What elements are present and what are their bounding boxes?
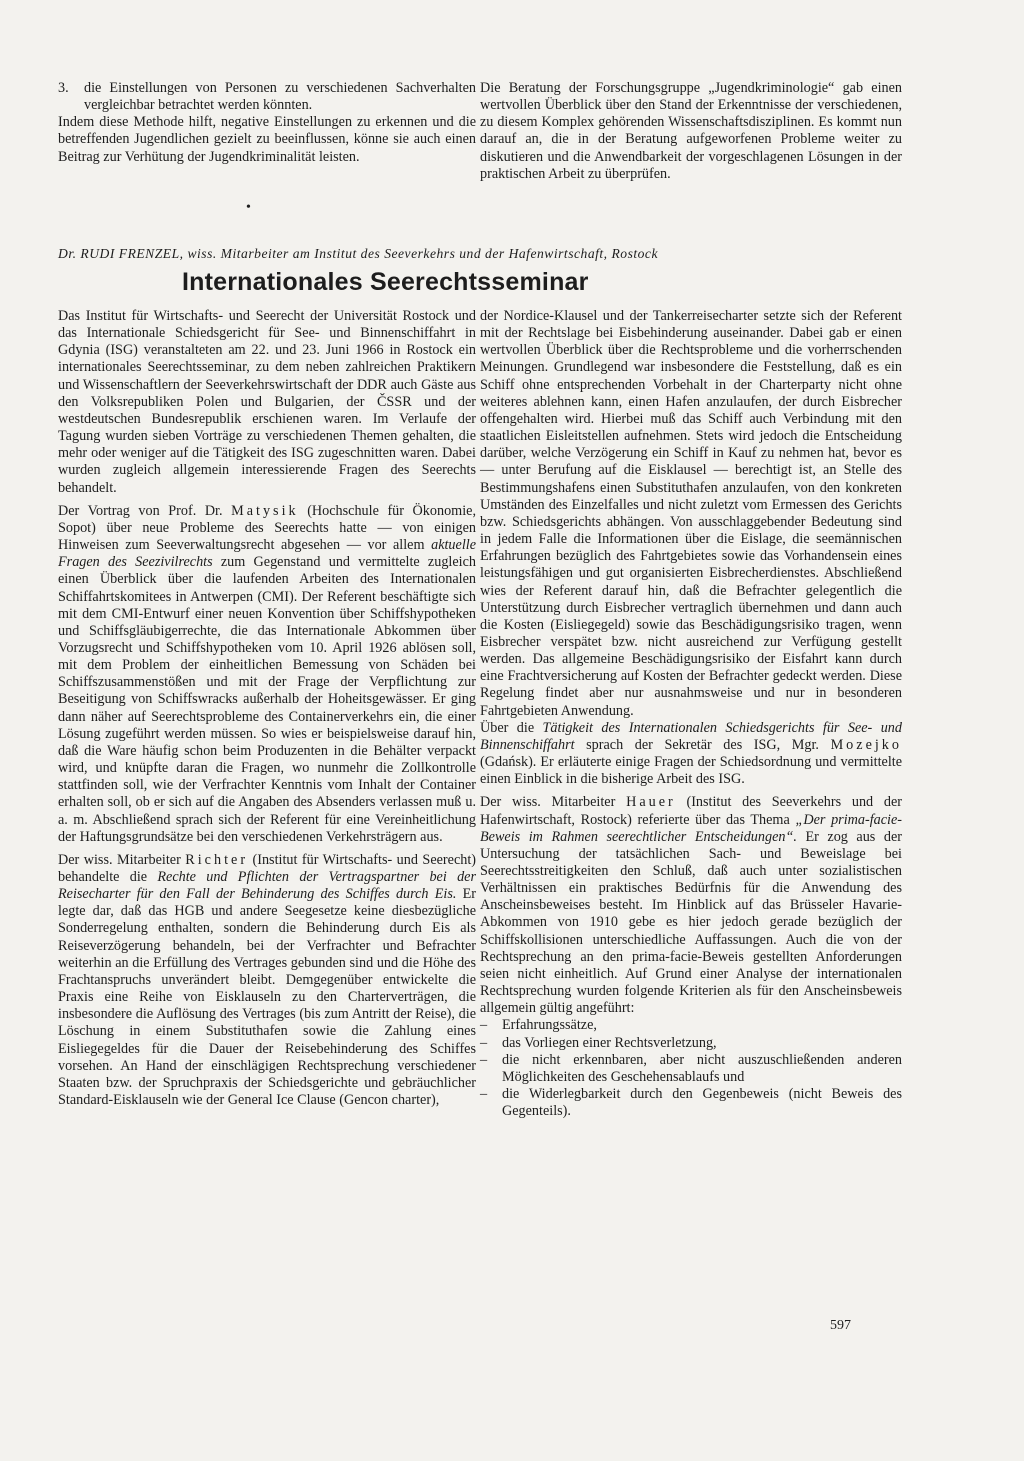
topic-emphasis: Rechte und Pflichten der Vertragspartner bei der Reisecharter für den Fall der Behinderung des Schiffes durch Eis. — [58, 869, 476, 903]
author-byline: Dr. RUDI FRENZEL, wiss. Mitarbeiter am Institut des Seeverkehrs und der Hafenwirtschaft, Rostock — [58, 246, 658, 261]
top-right-column — [480, 80, 902, 183]
article-right-column — [480, 308, 902, 1120]
topic-emphasis: „Der prima-facie-Beweis im Rahmen seerechtlicher Entscheidungen“. — [480, 811, 903, 845]
paragraph: Der Vortrag von Prof. Dr. Matysik (Hochschule für Ökonomie, Sopot) über neue Probleme des Seerechts hatte — von einigen Hinweisen zum Seeverwaltungsrecht abgesehen — vor allem aktuelle Fragen des Seezivilrechts zum Gegenstand und vermittelte zugleich einen Überblick über die laufenden Arbeiten des Internationalen Schiffahrtskomitees in Antwerpen (CMI). Der Referent beschäftigte sich mit dem CMI-Entwurf einer neuen Konvention über Schiffshypotheken und Schiffsgläubigerrechte, die das Internationale Abkommen über Vorzugsrecht und Schiffshypotheken vom 10. April 1926 ablösen soll, mit dem Problem der einheitlichen Bemessung von Schäden bei Schiffszusammenstößen und mit der Frage der Verpflichtung zur Beseitigung von Schiffswracks außerhalb der Hoheitsgewässer. Er ging dann näher auf Seerechtsprobleme des Containerverkehrs ein, die einer Lösung zugeführt werden müssen. So wies er beispielsweise darauf hin, daß die Ware häufig schon beim Produzenten in die Behälter verpackt wird, und knüpfte daran die Fragen, wo nunmehr die Zollkontrolle stattfinden soll, wie der Verfrachter Kenntnis vom Inhalt der Container erhalten soll, ob er sich auf die Angaben des Absenders verlassen muß u. a. m. Abschließend sprach sich der Referent für eine Vereinheitlichung der Haftungsgrundsätze bei den verschiedenen Verkehrsträgern aus. — [58, 502, 476, 845]
article-title: Internationales Seerechtsseminar — [182, 268, 589, 296]
paragraph: Der wiss. Mitarbeiter Richter (Institut für Wirtschafts- und Seerecht) behandelte die Rechte und Pflichten der Vertragspartner bei der Reisecharter für den Fall der Behinderung des Schiffes durch Eis. Er legte dar, daß das HGB und andere Seegesetze keine diesbezügliche Sonderregelung enthalten, sondern die Behinderung durch Eis als Reiseverzögerung behandeln, bei der Verfrachter und Befrachter weiterhin an die Erfüllung des Vertrages gebunden sind und die Höhe des Frachtanspruchs unverändert bleibt. Demgegenüber entwickelte die Praxis eine Reihe von Eisklauseln zu den Charterverträgen, die insbesondere die Auflösung des Vertrages (bis zum Antritt der Reise), die Löschung in einem Substituthafen sowie die Zahlung eines Eisliegegeldes für die Dauer der Reisebehinderung des Schiffes vorsehen. An Hand der einschlägigen Rechtsprechung verschiedener Staaten bzw. der Spruchpraxis der Schiedsgerichte und gebräuchlicher Standard-Eisklauseln wie der General Ice Clause (Gencon charter), — [58, 851, 476, 1109]
speaker-name: Mozejko — [830, 736, 902, 753]
paragraph: Über die Tätigkeit des Internationalen Schiedsgerichts für See- und Binnenschiffahrt sprach der Sekretär des ISG, Mgr. Mozejko (Gdańsk). Er erläuterte einige Fragen der Schiedsordnung und vermittelte einen Einblick in die bisherige Arbeit des ISG. — [480, 719, 902, 788]
list-item: – die nicht erkennbaren, aber nicht auszuschließenden anderen Möglichkeiten des Geschehensablaufs und — [480, 1052, 902, 1086]
item-number: 3. — [58, 80, 69, 96]
paragraph: der Nordice-Klausel und der Tankerreisecharter setzte sich der Referent mit der Rechtslage bei Eisbehinderung auseinander. Dabei gab er einen wertvollen Überblick über die Rechtsprobleme und die vorherrschenden Meinungen. Grundlegend war insbesondere die Feststellung, daß es ein Schiff ohne entsprechenden Vorbehalt in der Charterparty nicht ohne weiteres ablehnen kann, einen Hafen anzulaufen, der durch Eisbrecher offengehalten wird. Hierbei muß das Schiff auch Verbindung mit den staatlichen Eisleitstellen aufnehmen. Stets wird jedoch die Entscheidung darüber, welche Verzögerung ein Schiff in Kauf zu nehmen hat, bevor es — unter Berufung auf die Eisklausel — berechtigt ist, an Stelle des Bestimmungshafens einen Substituthafen anzulaufen, von den konkreten Umständen des Einzelfalles und nicht zuletzt vom Ermessen des Gerichts bzw. Schiedsgerichts abhängen. Von ausschlaggebender Bedeutung sind in jedem Falle die Informationen über die Eislage, die seemännischen Erfahrungen bezüglich des Fahrtgebietes sowie das Vorhandensein eines leistungsfähigen und gut organisierten Eisbrecherdienstes. Abschließend wies der Referent darauf hin, daß die Befrachter gelegentlich die Unterstützung durch Eisbrecher vertraglich übernehmen und dann auch die Kosten (Eisliegegeld) sowie das Beschädigungsrisiko tragen, wenn Eisbrecher verspätet bzw. nicht ausreichend zur Verfügung gestellt werden. Das allgemeine Beschädigungsrisiko der Eisfahrt kann durch eine Frachtversicherung auf Kosten der Befrachter gedeckt werden. Diese Regelung findet aber nur ausnahmsweise und nur in besonderen Fahrtgebieten Anwendung. — [480, 308, 902, 719]
closing-paragraph: Indem diese Methode hilft, negative Einstellungen zu erkennen und die betreffenden Jugendlichen gezielt zu beeinflussen, könne sie auch einen Beitrag zur Verhütung der Jugendkriminalität leisten. — [58, 114, 476, 165]
paragraph: Der wiss. Mitarbeiter Hauer (Institut des Seeverkehrs und der Hafenwirtschaft, Rostock) referierte über das Thema „Der prima-facie-Beweis im Rahmen seerechtlicher Entscheidungen“. Er zog aus der Untersuchung der tatsächlichen Sach- und Beweislage bei Seerechtsstreitigkeiten den Schluß, daß auch unter sozialistischen Verhältnissen ein praktisches Bedürfnis für die Anwendung des Anscheinsbeweises besteht. Im Hinblick auf das Brüsseler Havarie-Abkommen von 1910 gebe es hier jedoch gerade bezüglich der Schiffskollisionen unterschiedliche Auffassungen. Auch die von der Rechtsprechung an den prima-facie-Beweis gestellten Anforderungen seien nicht einheitlich. Auf Grund einer Analyse der internationalen Rechtsprechung wurden folgende Kriterien als für den Anscheinsbeweis allgemein gültig angeführt: — [480, 794, 903, 1017]
criteria-list — [480, 1017, 902, 1120]
article-left-column — [58, 308, 476, 1109]
paragraph: Das Institut für Wirtschafts- und Seerecht der Universität Rostock und das Internationale Schiedsgericht für See- und Binnenschiffahrt in Gdynia (ISG) veranstalteten am 22. und 23. Juni 1966 in Rostock ein internationales Seerechtsseminar, zu dem neben zahlreichen Praktikern und Wissenschaftlern der Seeverkehrswirtschaft der DDR auch Gäste aus den Volksrepubliken Polen und Bulgarien, der ČSSR und der westdeutschen Bundesrepublik erschienen waren. Im Verlaufe der Tagung wurden sieben Vorträge zu verschiedenen Themen gehalten, die mehr oder weniger auf die Tätigkeit des ISG zugeschnitten waren. Dabei wurden zugleich allgemein interessierende Fragen des Seerechts behandelt. — [58, 308, 476, 496]
list-item: – Erfahrungssätze, — [480, 1017, 902, 1034]
top-left-column — [58, 80, 476, 166]
section-separator: • — [246, 200, 251, 215]
conclusion-paragraph: Die Beratung der Forschungsgruppe „Jugendkriminologie“ gab einen wertvollen Überblick über den Stand der Erkenntnisse der verschiedenen, zu diesem Komplex gehörenden Wissenschaftsdisziplinen. Es kommt nun darauf an, die in der Beratung aufgeworfenen Probleme weiter zu diskutieren und die Anwendbarkeit der vorgeschlagenen Lösungen in der praktischen Arbeit zu überprüfen. — [480, 80, 902, 182]
page-number: 597 — [830, 1318, 851, 1333]
topic-emphasis: Tätigkeit des Internationalen Schiedsgerichts für See- und Binnenschiffahrt — [480, 719, 902, 753]
speaker-name: Hauer — [626, 794, 676, 811]
speaker-name: Matysik — [231, 502, 299, 519]
list-item: – das Vorliegen einer Rechtsverletzung, — [480, 1035, 902, 1052]
topic-emphasis: aktuelle Fragen des Seezivilrechts — [58, 537, 476, 571]
list-item: – die Widerlegbarkeit durch den Gegenbeweis (nicht Beweis des Gegenteils). — [480, 1086, 902, 1120]
speaker-name: Richter — [185, 851, 249, 868]
list-item-3: 3. die Einstellungen von Personen zu verschiedenen Sachverhalten vergleichbar betrachtet werden könnten. — [58, 80, 476, 114]
